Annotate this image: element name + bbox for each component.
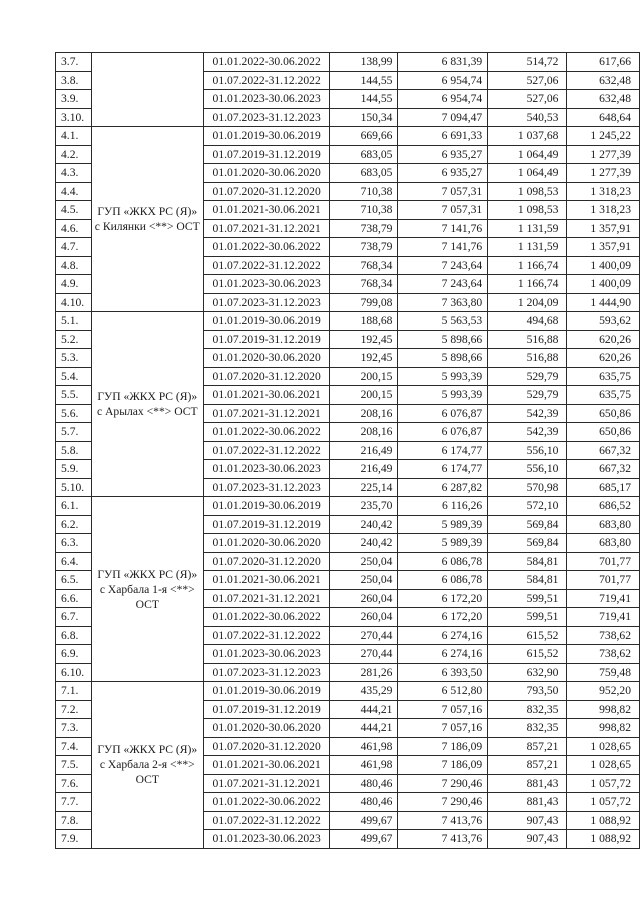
organization-name: ГУП «ЖКХ РС (Я)» с Харбала 2-я <**> ОСТ (91, 682, 203, 849)
period: 01.01.2020-30.06.2020 (204, 534, 330, 553)
value-1: 480,46 (330, 774, 398, 793)
value-2: 5 989,39 (398, 534, 488, 553)
value-1: 499,67 (330, 811, 398, 830)
row-number: 6.4. (56, 552, 92, 571)
row-number: 5.6. (56, 404, 92, 423)
value-4: 1 057,72 (567, 793, 640, 812)
row-number: 3.8. (56, 71, 92, 90)
value-3: 527,06 (488, 90, 567, 109)
value-1: 281,26 (330, 663, 398, 682)
value-2: 7 413,76 (398, 811, 488, 830)
table-row (56, 497, 640, 516)
value-3: 857,21 (488, 756, 567, 775)
row-number: 3.9. (56, 90, 92, 109)
value-1: 208,16 (330, 423, 398, 442)
value-2: 7 057,31 (398, 201, 488, 220)
value-1: 260,04 (330, 608, 398, 627)
row-number: 4.7. (56, 238, 92, 257)
value-4: 1 357,91 (567, 219, 640, 238)
period: 01.07.2021-31.12.2021 (204, 774, 330, 793)
value-1: 250,04 (330, 571, 398, 590)
period: 01.07.2019-31.12.2019 (204, 145, 330, 164)
value-4: 1 318,23 (567, 182, 640, 201)
value-1: 768,34 (330, 275, 398, 294)
period: 01.07.2022-31.12.2022 (204, 441, 330, 460)
value-4: 620,26 (567, 349, 640, 368)
value-3: 881,43 (488, 774, 567, 793)
row-number: 6.2. (56, 515, 92, 534)
value-4: 738,62 (567, 645, 640, 664)
row-number: 5.9. (56, 460, 92, 479)
value-2: 6 086,78 (398, 571, 488, 590)
period: 01.01.2019-30.06.2019 (204, 497, 330, 516)
value-1: 710,38 (330, 182, 398, 201)
value-1: 192,45 (330, 349, 398, 368)
value-3: 1 166,74 (488, 256, 567, 275)
value-4: 719,41 (567, 608, 640, 627)
row-number: 6.8. (56, 626, 92, 645)
row-number: 6.5. (56, 571, 92, 590)
organization-name (91, 53, 203, 127)
period: 01.01.2021-30.06.2021 (204, 571, 330, 590)
period: 01.01.2022-30.06.2022 (204, 793, 330, 812)
period: 01.01.2023-30.06.2023 (204, 275, 330, 294)
value-1: 235,70 (330, 497, 398, 516)
period: 01.01.2023-30.06.2023 (204, 460, 330, 479)
period: 01.01.2023-30.06.2023 (204, 830, 330, 849)
value-2: 7 243,64 (398, 275, 488, 294)
tariff-table-body (56, 53, 640, 849)
value-4: 738,62 (567, 626, 640, 645)
row-number: 6.1. (56, 497, 92, 516)
value-1: 250,04 (330, 552, 398, 571)
period: 01.01.2020-30.06.2020 (204, 164, 330, 183)
value-4: 617,66 (567, 53, 640, 72)
period: 01.07.2019-31.12.2019 (204, 515, 330, 534)
value-3: 881,43 (488, 793, 567, 812)
value-2: 6 086,78 (398, 552, 488, 571)
value-4: 593,62 (567, 312, 640, 331)
value-3: 1 166,74 (488, 275, 567, 294)
value-4: 683,80 (567, 534, 640, 553)
value-1: 200,15 (330, 386, 398, 405)
row-number: 5.4. (56, 367, 92, 386)
value-1: 444,21 (330, 719, 398, 738)
value-4: 1 277,39 (567, 164, 640, 183)
table-row (56, 127, 640, 146)
period: 01.01.2022-30.06.2022 (204, 608, 330, 627)
value-3: 529,79 (488, 386, 567, 405)
value-3: 569,84 (488, 534, 567, 553)
value-4: 719,41 (567, 589, 640, 608)
value-3: 832,35 (488, 719, 567, 738)
value-4: 1 057,72 (567, 774, 640, 793)
value-4: 650,86 (567, 404, 640, 423)
period: 01.07.2019-31.12.2019 (204, 330, 330, 349)
value-2: 7 186,09 (398, 756, 488, 775)
value-1: 738,79 (330, 219, 398, 238)
row-number: 4.5. (56, 201, 92, 220)
row-number: 5.1. (56, 312, 92, 331)
period: 01.01.2019-30.06.2019 (204, 682, 330, 701)
value-3: 570,98 (488, 478, 567, 497)
value-2: 6 116,26 (398, 497, 488, 516)
value-2: 6 512,80 (398, 682, 488, 701)
table-row (56, 53, 640, 72)
tariff-table (55, 52, 640, 849)
value-4: 667,32 (567, 460, 640, 479)
value-3: 494,68 (488, 312, 567, 331)
row-number: 6.10. (56, 663, 92, 682)
row-number: 4.10. (56, 293, 92, 312)
value-3: 615,52 (488, 645, 567, 664)
value-3: 793,50 (488, 682, 567, 701)
value-4: 1 028,65 (567, 756, 640, 775)
period: 01.07.2023-31.12.2023 (204, 108, 330, 127)
row-number: 5.8. (56, 441, 92, 460)
value-2: 7 363,80 (398, 293, 488, 312)
value-1: 144,55 (330, 71, 398, 90)
value-4: 667,32 (567, 441, 640, 460)
period: 01.01.2022-30.06.2022 (204, 423, 330, 442)
value-2: 7 057,16 (398, 719, 488, 738)
row-number: 7.2. (56, 700, 92, 719)
row-number: 6.3. (56, 534, 92, 553)
value-2: 6 172,20 (398, 608, 488, 627)
row-number: 5.3. (56, 349, 92, 368)
value-2: 7 094,47 (398, 108, 488, 127)
period: 01.01.2021-30.06.2021 (204, 201, 330, 220)
value-3: 542,39 (488, 404, 567, 423)
value-2: 7 141,76 (398, 238, 488, 257)
value-4: 686,52 (567, 497, 640, 516)
value-2: 6 954,74 (398, 71, 488, 90)
value-1: 192,45 (330, 330, 398, 349)
value-4: 952,20 (567, 682, 640, 701)
value-3: 569,84 (488, 515, 567, 534)
value-3: 1 098,53 (488, 201, 567, 220)
value-3: 540,53 (488, 108, 567, 127)
value-1: 240,42 (330, 534, 398, 553)
value-4: 648,64 (567, 108, 640, 127)
value-2: 5 898,66 (398, 349, 488, 368)
row-number: 7.9. (56, 830, 92, 849)
value-1: 480,46 (330, 793, 398, 812)
period: 01.07.2019-31.12.2019 (204, 700, 330, 719)
value-4: 683,80 (567, 515, 640, 534)
period: 01.07.2022-31.12.2022 (204, 256, 330, 275)
value-4: 1 400,09 (567, 256, 640, 275)
value-3: 584,81 (488, 552, 567, 571)
value-4: 1 245,22 (567, 127, 640, 146)
value-4: 1 088,92 (567, 830, 640, 849)
value-2: 5 993,39 (398, 367, 488, 386)
value-2: 5 563,53 (398, 312, 488, 331)
value-1: 225,14 (330, 478, 398, 497)
row-number: 5.10. (56, 478, 92, 497)
value-3: 599,51 (488, 608, 567, 627)
value-3: 514,72 (488, 53, 567, 72)
value-3: 1 064,49 (488, 164, 567, 183)
value-3: 1 037,68 (488, 127, 567, 146)
value-3: 907,43 (488, 811, 567, 830)
value-4: 632,48 (567, 90, 640, 109)
value-1: 188,68 (330, 312, 398, 331)
table-row (56, 312, 640, 331)
value-2: 6 076,87 (398, 423, 488, 442)
row-number: 7.5. (56, 756, 92, 775)
organization-name: ГУП «ЖКХ РС (Я)» с Арылах <**> ОСТ (91, 312, 203, 497)
value-1: 435,29 (330, 682, 398, 701)
value-2: 7 186,09 (398, 737, 488, 756)
period: 01.01.2020-30.06.2020 (204, 349, 330, 368)
row-number: 3.7. (56, 53, 92, 72)
value-1: 150,34 (330, 108, 398, 127)
value-2: 6 076,87 (398, 404, 488, 423)
row-number: 4.2. (56, 145, 92, 164)
value-2: 6 274,16 (398, 645, 488, 664)
value-1: 240,42 (330, 515, 398, 534)
value-1: 461,98 (330, 737, 398, 756)
value-1: 444,21 (330, 700, 398, 719)
value-2: 5 898,66 (398, 330, 488, 349)
value-2: 7 057,31 (398, 182, 488, 201)
value-3: 1 098,53 (488, 182, 567, 201)
value-3: 516,88 (488, 349, 567, 368)
value-2: 6 935,27 (398, 164, 488, 183)
value-1: 260,04 (330, 589, 398, 608)
value-2: 6 172,20 (398, 589, 488, 608)
value-2: 6 287,82 (398, 478, 488, 497)
value-1: 216,49 (330, 460, 398, 479)
value-2: 6 174,77 (398, 441, 488, 460)
row-number: 7.4. (56, 737, 92, 756)
value-2: 6 691,33 (398, 127, 488, 146)
period: 01.07.2023-31.12.2023 (204, 293, 330, 312)
period: 01.01.2022-30.06.2022 (204, 53, 330, 72)
value-4: 998,82 (567, 719, 640, 738)
value-2: 6 174,77 (398, 460, 488, 479)
value-4: 635,75 (567, 367, 640, 386)
value-3: 1 064,49 (488, 145, 567, 164)
row-number: 4.4. (56, 182, 92, 201)
value-2: 6 274,16 (398, 626, 488, 645)
value-4: 620,26 (567, 330, 640, 349)
period: 01.07.2023-31.12.2023 (204, 663, 330, 682)
value-2: 7 413,76 (398, 830, 488, 849)
value-3: 907,43 (488, 830, 567, 849)
value-4: 1 444,90 (567, 293, 640, 312)
value-3: 857,21 (488, 737, 567, 756)
value-1: 738,79 (330, 238, 398, 257)
period: 01.07.2020-31.12.2020 (204, 737, 330, 756)
value-3: 542,39 (488, 423, 567, 442)
value-3: 572,10 (488, 497, 567, 516)
period: 01.07.2020-31.12.2020 (204, 367, 330, 386)
value-4: 1 088,92 (567, 811, 640, 830)
row-number: 5.5. (56, 386, 92, 405)
period: 01.01.2023-30.06.2023 (204, 645, 330, 664)
value-2: 7 290,46 (398, 774, 488, 793)
row-number: 7.7. (56, 793, 92, 812)
period: 01.07.2021-31.12.2021 (204, 404, 330, 423)
value-1: 200,15 (330, 367, 398, 386)
row-number: 4.8. (56, 256, 92, 275)
row-number: 4.1. (56, 127, 92, 146)
value-4: 998,82 (567, 700, 640, 719)
value-3: 527,06 (488, 71, 567, 90)
value-1: 799,08 (330, 293, 398, 312)
period: 01.07.2022-31.12.2022 (204, 71, 330, 90)
value-1: 499,67 (330, 830, 398, 849)
value-3: 584,81 (488, 571, 567, 590)
value-2: 6 393,50 (398, 663, 488, 682)
value-3: 615,52 (488, 626, 567, 645)
value-4: 1 400,09 (567, 275, 640, 294)
value-1: 270,44 (330, 645, 398, 664)
value-4: 701,77 (567, 552, 640, 571)
organization-name: ГУП «ЖКХ РС (Я)» с Килянки <**> ОСТ (91, 127, 203, 312)
value-1: 144,55 (330, 90, 398, 109)
value-2: 6 831,39 (398, 53, 488, 72)
value-4: 635,75 (567, 386, 640, 405)
value-3: 556,10 (488, 441, 567, 460)
row-number: 5.7. (56, 423, 92, 442)
value-3: 516,88 (488, 330, 567, 349)
row-number: 7.1. (56, 682, 92, 701)
value-1: 216,49 (330, 441, 398, 460)
organization-name: ГУП «ЖКХ РС (Я)» с Харбала 1-я <**> ОСТ (91, 497, 203, 682)
period: 01.01.2022-30.06.2022 (204, 238, 330, 257)
row-number: 6.7. (56, 608, 92, 627)
value-4: 685,17 (567, 478, 640, 497)
period: 01.07.2021-31.12.2021 (204, 219, 330, 238)
value-2: 5 993,39 (398, 386, 488, 405)
value-4: 759,48 (567, 663, 640, 682)
value-1: 768,34 (330, 256, 398, 275)
period: 01.07.2022-31.12.2022 (204, 626, 330, 645)
period: 01.07.2020-31.12.2020 (204, 552, 330, 571)
period: 01.01.2021-30.06.2021 (204, 386, 330, 405)
value-2: 6 954,74 (398, 90, 488, 109)
value-2: 7 290,46 (398, 793, 488, 812)
row-number: 3.10. (56, 108, 92, 127)
value-3: 1 131,59 (488, 219, 567, 238)
value-3: 529,79 (488, 367, 567, 386)
value-4: 701,77 (567, 571, 640, 590)
value-4: 1 357,91 (567, 238, 640, 257)
value-1: 138,99 (330, 53, 398, 72)
value-3: 556,10 (488, 460, 567, 479)
period: 01.01.2023-30.06.2023 (204, 90, 330, 109)
value-1: 461,98 (330, 756, 398, 775)
value-1: 669,66 (330, 127, 398, 146)
row-number: 4.6. (56, 219, 92, 238)
value-4: 1 318,23 (567, 201, 640, 220)
value-1: 710,38 (330, 201, 398, 220)
value-3: 832,35 (488, 700, 567, 719)
value-4: 1 277,39 (567, 145, 640, 164)
row-number: 4.3. (56, 164, 92, 183)
value-1: 683,05 (330, 145, 398, 164)
period: 01.07.2020-31.12.2020 (204, 182, 330, 201)
period: 01.01.2019-30.06.2019 (204, 312, 330, 331)
row-number: 4.9. (56, 275, 92, 294)
row-number: 6.9. (56, 645, 92, 664)
value-4: 650,86 (567, 423, 640, 442)
value-3: 1 204,09 (488, 293, 567, 312)
row-number: 7.3. (56, 719, 92, 738)
value-1: 270,44 (330, 626, 398, 645)
value-2: 6 935,27 (398, 145, 488, 164)
value-4: 1 028,65 (567, 737, 640, 756)
value-3: 632,90 (488, 663, 567, 682)
row-number: 6.6. (56, 589, 92, 608)
value-2: 7 243,64 (398, 256, 488, 275)
value-3: 1 131,59 (488, 238, 567, 257)
value-2: 7 141,76 (398, 219, 488, 238)
period: 01.01.2019-30.06.2019 (204, 127, 330, 146)
table-row (56, 682, 640, 701)
period: 01.07.2023-31.12.2023 (204, 478, 330, 497)
value-2: 7 057,16 (398, 700, 488, 719)
row-number: 7.6. (56, 774, 92, 793)
row-number: 7.8. (56, 811, 92, 830)
value-3: 599,51 (488, 589, 567, 608)
period: 01.01.2021-30.06.2021 (204, 756, 330, 775)
value-1: 208,16 (330, 404, 398, 423)
period: 01.07.2022-31.12.2022 (204, 811, 330, 830)
period: 01.07.2021-31.12.2021 (204, 589, 330, 608)
row-number: 5.2. (56, 330, 92, 349)
value-2: 5 989,39 (398, 515, 488, 534)
period: 01.01.2020-30.06.2020 (204, 719, 330, 738)
value-1: 683,05 (330, 164, 398, 183)
value-4: 632,48 (567, 71, 640, 90)
